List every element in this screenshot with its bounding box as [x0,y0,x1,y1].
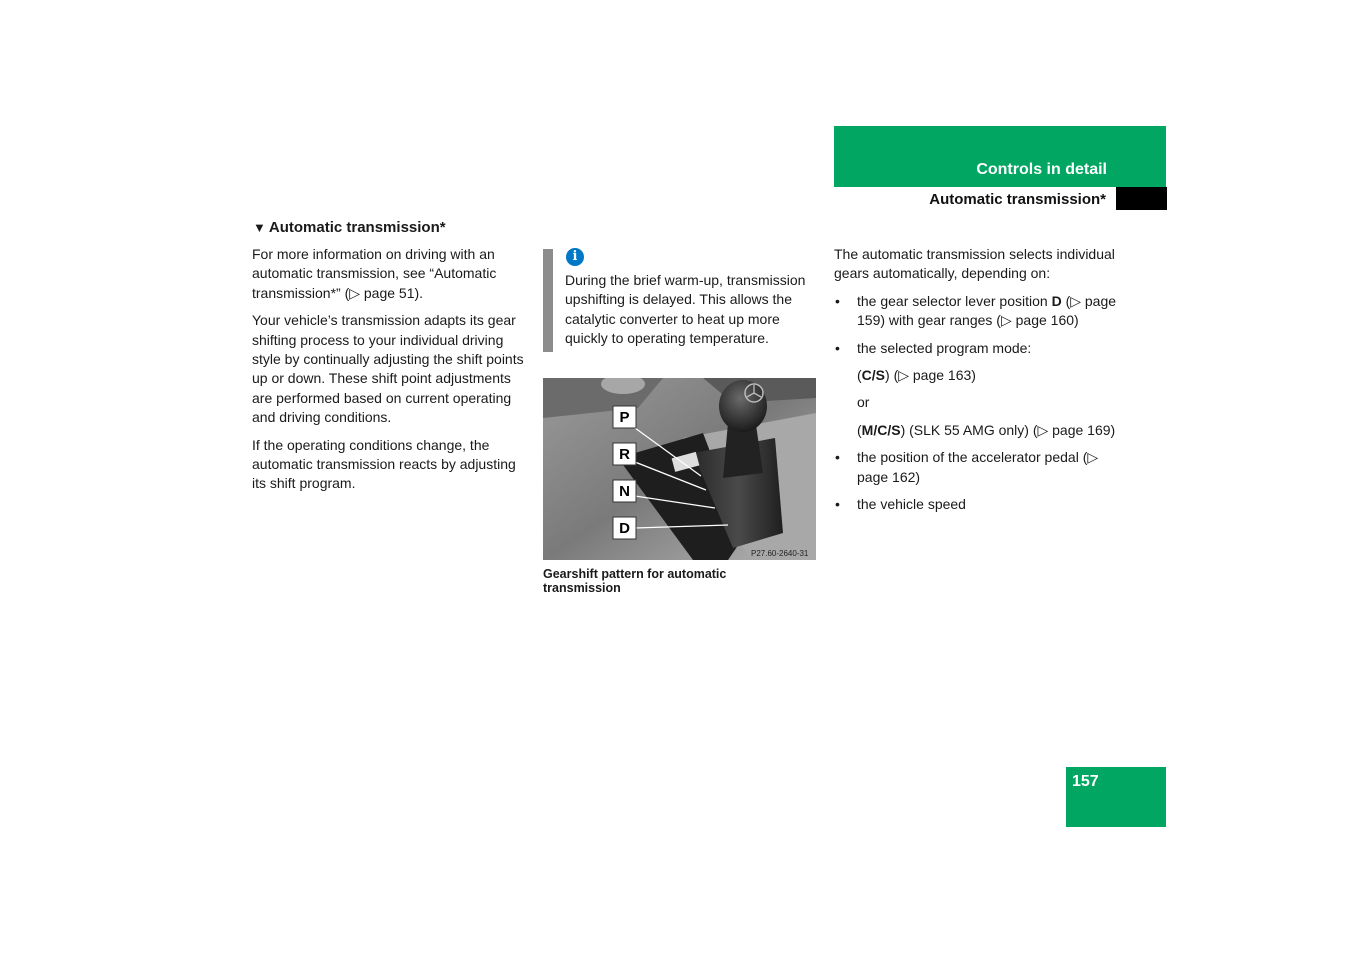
list-item: • the position of the accelerator pedal (▷ page 162) [835,449,1099,485]
bullet: • [835,496,840,513]
label-d [613,517,636,539]
svg-text:N: N [619,483,630,500]
bullet: • [835,339,840,356]
svg-text:D: D [619,520,630,537]
page-heading [253,218,446,238]
conditions-list-2 [834,448,1124,514]
bullet: • [835,292,840,309]
chapter-title: Controls in detail [976,161,1107,178]
triangle-down-icon: ▼ [253,220,266,235]
chapter-tab [834,126,1166,187]
paragraph-2: Your vehicle’s transmission adapts its gear shifting process to your individual driving style by continually adjusting the shift points up or down. These shift point adjustments are performed based on current operating and driving conditions. [252,312,524,426]
conditions-list [834,292,1124,358]
info-icon: i [566,248,584,266]
section-marker [1116,187,1167,210]
intro-text: The automatic transmission selects individual gears automatically, depending on: [834,246,1115,282]
program-mode-2: (M/C/S) (SLK 55 AMG only) (▷ page 169) [857,421,1116,438]
page-number-tab [1066,767,1166,827]
paragraph-3: If the operating conditions change, the automatic transmission reacts by adjusting its shift program. [252,436,516,492]
info-text: During the brief warm-up, transmission upshifting is delayed. This allows the catalytic converter to heat up more quickly to operating temperature. [565,272,806,347]
column-right [834,245,1124,522]
info-bar [543,249,553,352]
paragraph-1: For more information on driving with an automatic transmission, see “Automatic transmission*” (▷ page 51). [252,246,497,301]
gearshift-illustration [543,378,816,560]
svg-text:P: P [619,409,630,426]
figure-caption: Gearshift pattern for automatic transmission [543,567,727,595]
label-r [613,443,636,465]
list-item: • the vehicle speed [834,495,1124,514]
gearshift-photo [543,378,816,560]
label-n [613,480,636,502]
list-item: • the selected program mode: [834,339,1124,358]
or-text: or [857,394,870,411]
label-p [613,406,636,428]
bullet: • [835,449,840,466]
section-title: Automatic transmission* [929,191,1106,208]
page-number: 157 [1072,773,1099,790]
list-item: • the gear selector lever position D (▷ page 159) with gear ranges (▷ page 160) [835,292,1117,329]
figure-code: P27.60-2640-31 [751,549,809,558]
column-left [252,245,532,502]
program-mode-1: (C/S) (▷ page 163) [857,367,976,384]
shift-knob [719,380,767,432]
svg-text:R: R [619,446,630,463]
heading-text: Automatic transmission* [268,219,446,236]
